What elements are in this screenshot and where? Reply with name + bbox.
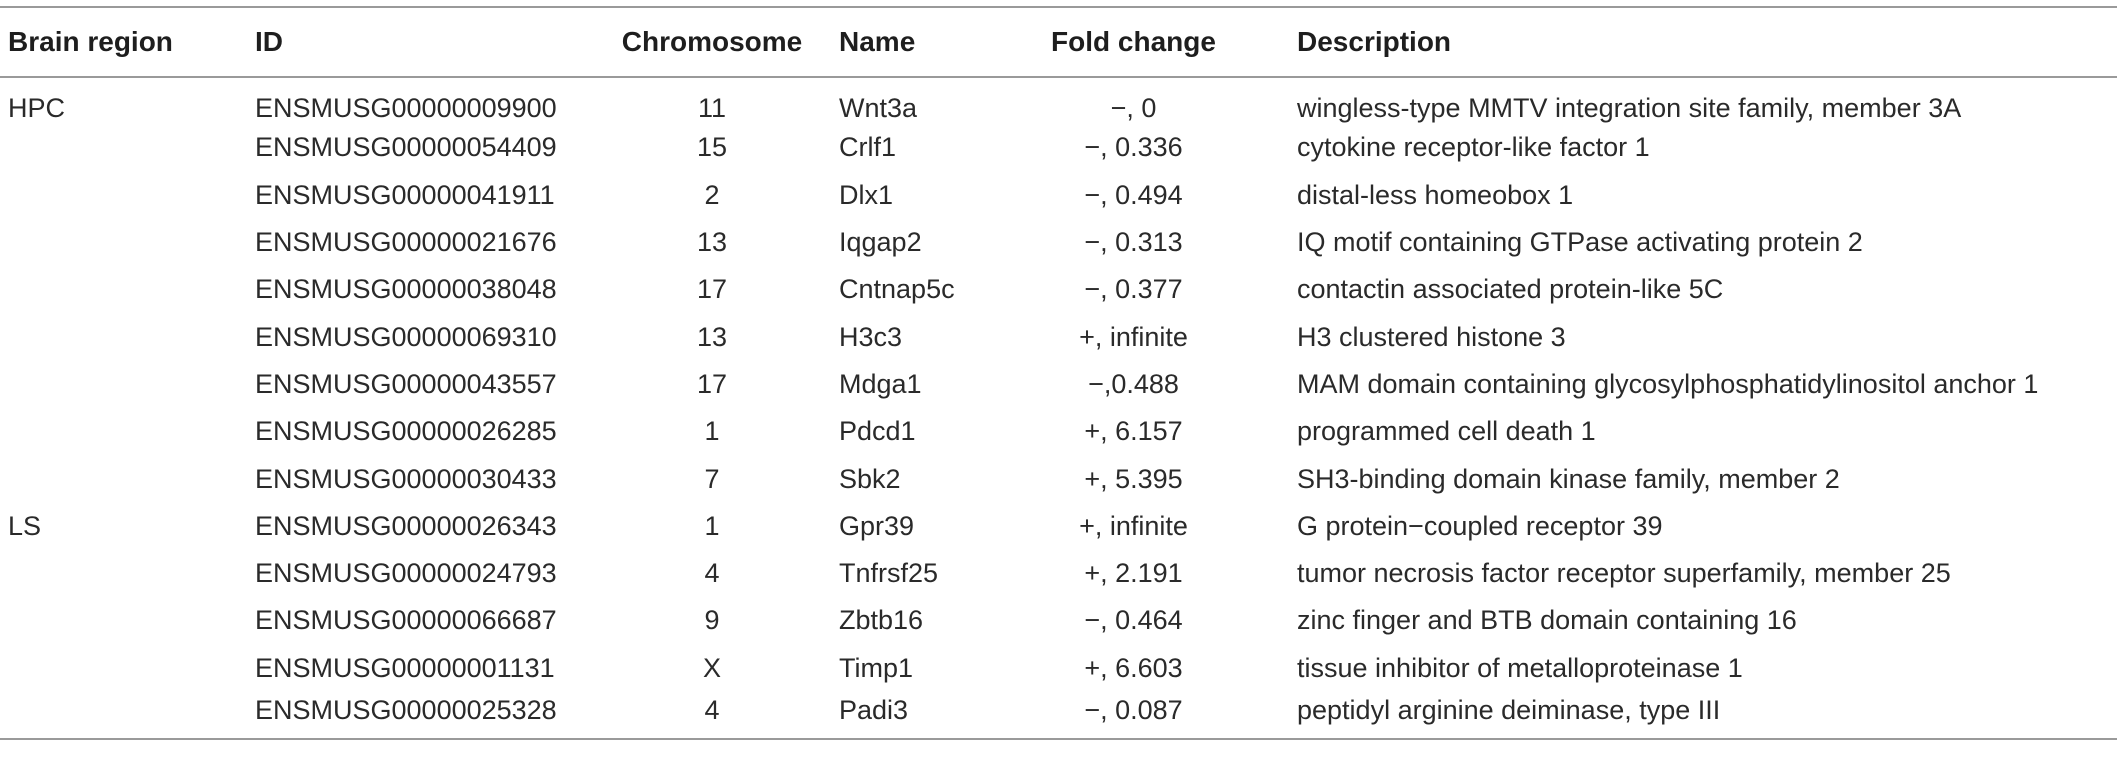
cell-brain-region: LS [8, 510, 42, 541]
table-row [0, 313, 2117, 360]
cell-chromosome: 9 [704, 605, 720, 636]
cell-chromosome: 11 [697, 92, 727, 123]
cell-fold-change: +, infinite [1079, 321, 1188, 352]
cell-chromosome: 4 [704, 694, 720, 725]
cell-brain-region [0, 313, 255, 360]
cell-fold-change: +, infinite [1079, 510, 1188, 541]
cell-brain-region [0, 455, 255, 502]
cell-gene-name: Wnt3a [839, 92, 918, 123]
cell-gene-name: Timp1 [839, 652, 914, 683]
table-row [0, 172, 2117, 219]
cell-fold-change: −, 0.336 [1084, 132, 1183, 163]
cell-chromosome: 17 [696, 274, 728, 305]
cell-brain-region: HPC [8, 92, 66, 123]
cell-chromosome: 13 [696, 321, 728, 352]
cell-chromosome: 4 [704, 558, 720, 589]
cell-description: programmed cell death 1 [1297, 416, 1596, 447]
cell-gene-id: ENSMUSG00000038048 [255, 274, 557, 305]
cell-description: MAM domain containing glycosylphosphatidylinositol anchor 1 [1297, 368, 2039, 399]
cell-fold-change: +, 6.603 [1084, 652, 1183, 683]
cell-gene-name: Dlx1 [839, 179, 894, 210]
header-description: Description [1297, 26, 1452, 57]
cell-fold-change: −, 0 [1110, 92, 1157, 123]
table-row [0, 597, 2117, 644]
cell-gene-id: ENSMUSG00000026343 [255, 510, 557, 541]
cell-chromosome: 7 [704, 463, 720, 494]
cell-gene-id: ENSMUSG00000030433 [255, 463, 557, 494]
cell-description: distal-less homeobox 1 [1297, 179, 1574, 210]
cell-gene-id: ENSMUSG00000054409 [255, 132, 557, 163]
cell-description: SH3-binding domain kinase family, member 2 [1297, 463, 1840, 494]
cell-description: IQ motif containing GTPase activating protein 2 [1297, 227, 1863, 258]
header-row [0, 7, 2117, 77]
cell-description: contactin associated protein-like 5C [1297, 274, 1724, 305]
cell-gene-id: ENSMUSG00000041911 [255, 179, 555, 210]
cell-description: peptidyl arginine deiminase, type III [1297, 694, 1721, 725]
cell-gene-name: Gpr39 [839, 510, 915, 541]
header-brain-region: Brain region [8, 26, 173, 57]
cell-brain-region [0, 172, 255, 219]
cell-chromosome: 17 [696, 368, 728, 399]
table-row [0, 77, 2117, 124]
cell-description: cytokine receptor-like factor 1 [1297, 132, 1650, 163]
cell-brain-region [0, 550, 255, 597]
table-row [0, 361, 2117, 408]
header-id: ID [255, 26, 283, 57]
table-row [0, 219, 2117, 266]
cell-brain-region [0, 266, 255, 313]
cell-gene-name: Pdcd1 [839, 416, 916, 447]
cell-gene-name: Iqgap2 [839, 227, 922, 258]
cell-chromosome: 2 [704, 179, 720, 210]
cell-chromosome: 15 [696, 132, 728, 163]
cell-gene-name: Mdga1 [839, 368, 922, 399]
cell-brain-region [0, 124, 255, 171]
cell-description: tumor necrosis factor receptor superfamily, member 25 [1297, 558, 1951, 589]
table-row [0, 550, 2117, 597]
table-row [0, 503, 2117, 550]
cell-gene-id: ENSMUSG00000026285 [255, 416, 557, 447]
cell-fold-change: +, 2.191 [1084, 558, 1183, 589]
table-row [0, 645, 2117, 692]
cell-fold-change: −, 0.464 [1084, 605, 1183, 636]
cell-description: H3 clustered histone 3 [1297, 321, 1566, 352]
table-row [0, 408, 2117, 455]
cell-gene-name: H3c3 [839, 321, 903, 352]
table-row [0, 266, 2117, 313]
header-chromosome: Chromosome [621, 26, 803, 57]
cell-description: G protein−coupled receptor 39 [1297, 510, 1663, 541]
cell-fold-change: −, 0.313 [1084, 227, 1183, 258]
cell-brain-region [0, 408, 255, 455]
cell-gene-id: ENSMUSG00000069310 [255, 321, 557, 352]
cell-gene-id: ENSMUSG00000001131 [255, 652, 555, 683]
cell-brain-region [0, 692, 255, 739]
header-fold-change: Fold change [1051, 26, 1216, 57]
cell-chromosome: 1 [704, 510, 720, 541]
table-row [0, 455, 2117, 502]
cell-fold-change: −,0.488 [1088, 368, 1179, 399]
cell-gene-id: ENSMUSG00000024793 [255, 558, 557, 589]
cell-gene-name: Tnfrsf25 [839, 558, 939, 589]
cell-brain-region [0, 219, 255, 266]
cell-gene-name: Zbtb16 [839, 605, 924, 636]
table-header [0, 7, 2117, 77]
header-name: Name [839, 26, 916, 57]
cell-gene-name: Crlf1 [839, 132, 897, 163]
cell-gene-name: Sbk2 [839, 463, 901, 494]
cell-gene-id: ENSMUSG00000021676 [255, 227, 557, 258]
table-row [0, 692, 2117, 739]
cell-chromosome: X [702, 652, 721, 683]
cell-fold-change: −, 0.377 [1084, 274, 1183, 305]
cell-gene-name: Padi3 [839, 694, 909, 725]
cell-fold-change: +, 6.157 [1084, 416, 1183, 447]
cell-gene-id: ENSMUSG00000009900 [255, 92, 557, 123]
cell-gene-name: Cntnap5c [839, 274, 955, 305]
cell-fold-change: +, 5.395 [1084, 463, 1183, 494]
cell-gene-id: ENSMUSG00000025328 [255, 694, 557, 725]
cell-brain-region [0, 645, 255, 692]
cell-description: tissue inhibitor of metalloproteinase 1 [1297, 652, 1743, 683]
cell-gene-id: ENSMUSG00000043557 [255, 368, 557, 399]
table-row [0, 124, 2117, 171]
cell-gene-id: ENSMUSG00000066687 [255, 605, 557, 636]
cell-brain-region [0, 361, 255, 408]
cell-brain-region [0, 597, 255, 644]
gene-table [0, 6, 2117, 740]
cell-description: wingless-type MMTV integration site family, member 3A [1297, 92, 1962, 123]
cell-description: zinc finger and BTB domain containing 16 [1297, 605, 1797, 636]
cell-chromosome: 13 [696, 227, 728, 258]
table-body [0, 77, 2117, 739]
cell-fold-change: −, 0.087 [1084, 694, 1183, 725]
cell-fold-change: −, 0.494 [1084, 179, 1183, 210]
cell-chromosome: 1 [704, 416, 720, 447]
